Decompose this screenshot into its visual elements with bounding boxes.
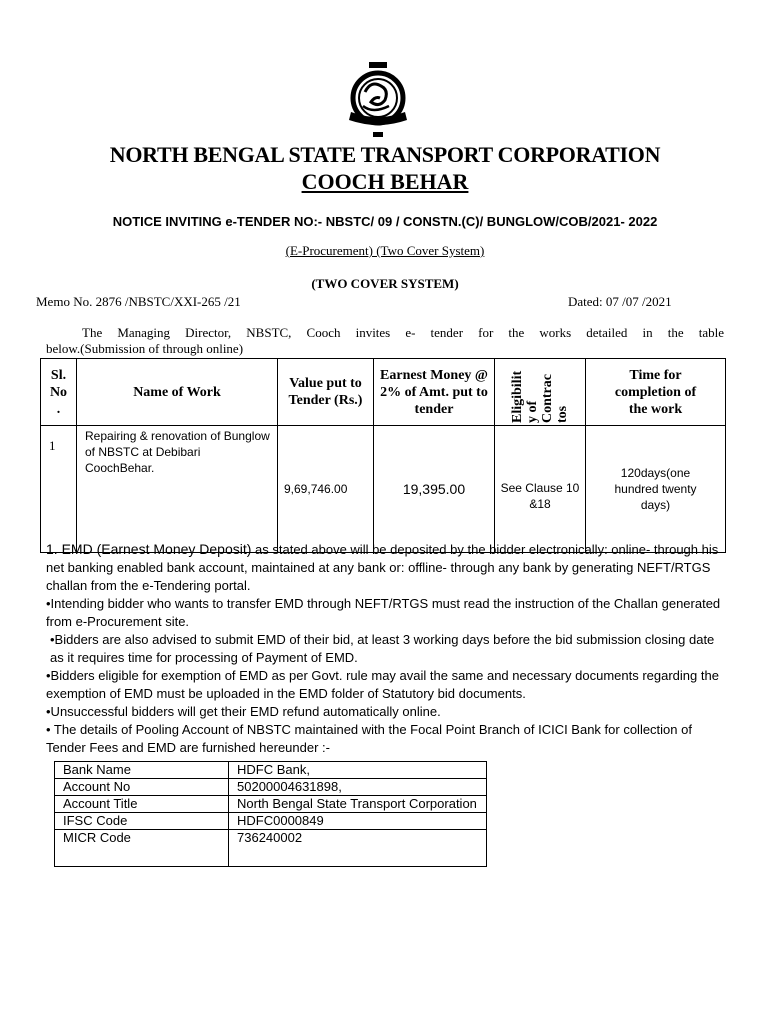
emd-instructions <box>46 540 726 757</box>
bank-value: HDFC0000849 <box>229 813 487 830</box>
bank-label: MICR Code <box>55 830 229 867</box>
row-time-completion: 120days(one hundred twenty days) <box>586 426 726 553</box>
row-eligibility: See Clause 10 &18 <box>495 426 586 553</box>
bank-value: HDFC Bank, <box>229 762 487 779</box>
bank-row <box>55 762 487 779</box>
bank-row <box>55 779 487 796</box>
bank-value: North Bengal State Transport Corporation <box>229 796 487 813</box>
row-name-of-work: Repairing & renovation of Bunglow of NBSTC at Debibari CoochBehar. <box>77 426 278 553</box>
bank-label: Account No <box>55 779 229 796</box>
memo-number: Memo No. 2876 /NBSTC/XXI-265 /21 <box>36 294 241 309</box>
point-4: •Bidders eligible for exemption of EMD as per Govt. rule may avail the same and necessary documents regarding the exemption of EMD must be uploaded in the EMD folder of Statutory bid documents. <box>46 668 719 701</box>
point-6: • The details of Pooling Account of NBSTC maintained with the Focal Point Branch of ICICI Bank for collection of Tender Fees and EMD are furnished hereunder :- <box>46 722 692 755</box>
memo-date: Dated: 07 /07 /2021 <box>568 294 672 309</box>
intro-line-2: below.(Submission of through online) <box>46 341 244 356</box>
header-time-completion: Time for completion of the work <box>586 359 726 426</box>
bank-label: IFSC Code <box>55 813 229 830</box>
point-3: •Bidders are also advised to submit EMD of their bid, at least 3 working days before the bid submission closing date as it requires time for processing of Payment of EMD. <box>50 632 715 665</box>
nbstc-emblem-logo <box>345 62 411 140</box>
bank-value: 736240002 <box>229 830 487 867</box>
header-sl-no: Sl. No . <box>41 359 77 426</box>
org-name-title: NORTH BENGAL STATE TRANSPORT CORPORATION <box>109 142 661 167</box>
point-1: 1. EMD (Earnest Money Deposit) as stated above will be deposited by the bidder electronically: online- through his net banking enabled bank account, maintained at any bank or: offline- through any bank by generating NEFT/RTGS challan from the e-Tendering portal. <box>46 541 719 593</box>
intro-line-1: The Managing Director, NBSTC, Cooch invites e- tender for the works detailed in the table <box>82 325 724 340</box>
bank-row <box>55 830 487 867</box>
point-2: •Intending bidder who wants to transfer EMD through NEFT/RTGS must read the instruction of the Challan generated from e-Procurement site. <box>46 596 721 629</box>
bank-label: Bank Name <box>55 762 229 779</box>
intro-paragraph <box>46 325 724 357</box>
bank-row <box>55 796 487 813</box>
bank-details-table <box>54 761 487 867</box>
procurement-type: (E-Procurement) (Two Cover System) <box>285 243 485 258</box>
row-earnest-money: 19,395.00 <box>374 426 495 553</box>
two-cover-heading: (TWO COVER SYSTEM) <box>311 276 459 291</box>
bank-label: Account Title <box>55 796 229 813</box>
tender-table <box>40 358 726 553</box>
header-name-of-work: Name of Work <box>77 359 278 426</box>
row-sl: 1 <box>41 426 77 553</box>
header-value: Value put to Tender (Rs.) <box>278 359 374 426</box>
tender-table-header <box>41 359 726 426</box>
location-title: COOCH BEHAR <box>301 169 469 194</box>
header-earnest-money: Earnest Money @ 2% of Amt. put to tender <box>374 359 495 426</box>
header-eligibility: Eligibilit y of Contrac tos <box>495 359 586 426</box>
bank-value: 50200004631898, <box>229 779 487 796</box>
point-5: •Unsuccessful bidders will get their EMD refund automatically online. <box>46 704 441 719</box>
notice-number: NOTICE INVITING e-TENDER NO:- NBSTC/ 09 / CONSTN.(C)/ BUNGLOW/COB/2021- 2022 <box>112 214 658 229</box>
bank-row <box>55 813 487 830</box>
row-value: 9,69,746.00 <box>278 426 374 553</box>
table-row <box>41 426 726 553</box>
